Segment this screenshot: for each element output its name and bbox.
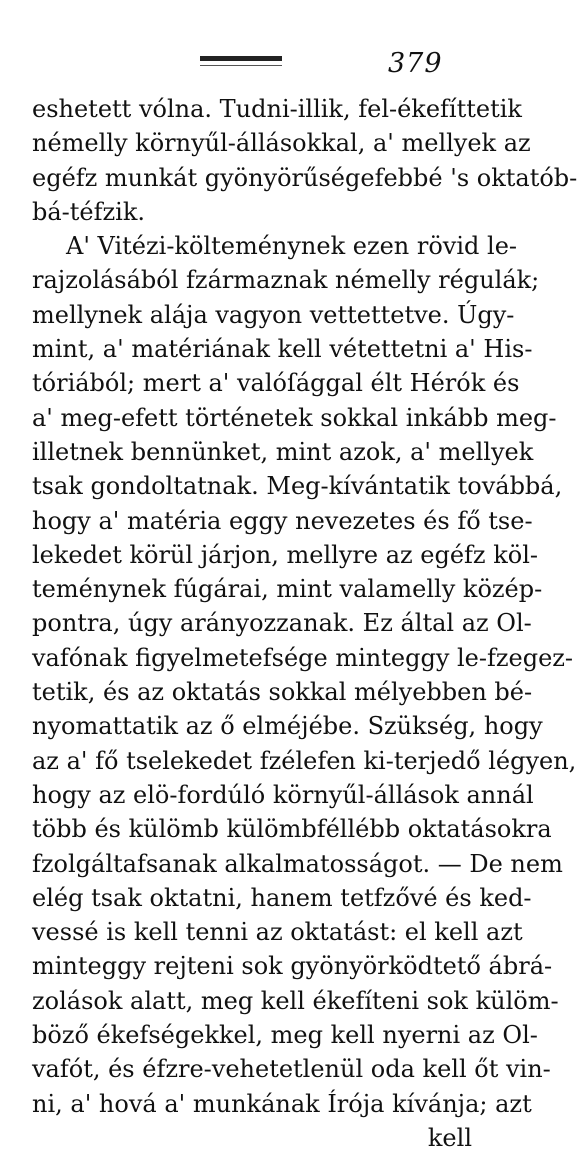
text-line: zolások alatt, meg kell ékefíteni sok külöm- xyxy=(32,986,559,1015)
text-line: ni, a' hová a' munkának Írója kívánja; azt xyxy=(32,1089,532,1118)
text-line: böző ékefségekkel, meg kell nyerni az Ol- xyxy=(32,1021,538,1050)
text-line: mellynek alája vagyon vettettetve. Úgy- xyxy=(32,300,515,329)
text-line: tsak gondoltatnak. Meg-kívántatik továbbá, xyxy=(32,472,563,501)
header-rule xyxy=(200,56,282,61)
text-line: tetik, és az oktatás sokkal mélyebben bé- xyxy=(32,678,533,707)
body-text xyxy=(32,92,577,1155)
text-line: egéfz munkát gyönyörűségefebbé 's oktatób- xyxy=(32,163,577,192)
text-line: mint, a' matériának kell vétettetni a' His- xyxy=(32,335,533,364)
text-line: nyomattatik az ő elméjébe. Szükség, hogy xyxy=(32,712,543,741)
text-line: A' Vitézi-költeménynek ezen rövid le- xyxy=(66,232,518,261)
text-line: több és külömb külömbféllébb oktatásokra xyxy=(32,815,552,844)
page-number: 379 xyxy=(388,48,443,79)
text-line: vafót, és éfzre-vehetetlenül oda kell őt vin- xyxy=(32,1055,551,1084)
text-line: az a' fő tselekedet fzélefen ki-terjedő légyen, xyxy=(32,746,577,775)
text-line: lekedet körül járjon, mellyre az egéfz köl- xyxy=(32,540,538,569)
text-line: illetnek bennünket, mint azok, a' mellyek xyxy=(32,437,534,466)
text-line: vafónak figyelmetefsége minteggy le-fzegez- xyxy=(32,643,574,672)
text-line: hogy az elö-fordúló környűl-állások annál xyxy=(32,780,534,809)
text-line: rajzolásából fzármaznak némelly régulák; xyxy=(32,266,540,295)
text-line: fzolgáltafsanak alkalmatosságot. — De nem xyxy=(32,849,563,878)
text-line: pontra, úgy arányozzanak. Ez által az Ol- xyxy=(32,609,532,638)
text-line: tóriából; mert a' valóſággal élt Hérók és xyxy=(32,369,520,398)
text-line: bá-téfzik. xyxy=(32,197,146,226)
catchword: kell xyxy=(427,1123,472,1152)
text-line: elég tsak oktatni, hanem tetfzővé és ked- xyxy=(32,883,532,912)
text-line: némelly környűl-állásokkal, a' mellyek az xyxy=(32,129,531,158)
text-line: a' meg-efett történetek sokkal inkább meg- xyxy=(32,403,557,432)
text-line: vessé is kell tenni az oktatást: el kell azt xyxy=(32,918,523,947)
text-line: hogy a' matéria eggy nevezetes és fő tse- xyxy=(32,506,533,535)
text-line: eshetett vólna. Tudni-illik, fel-ékefíttetik xyxy=(32,95,522,123)
text-line: minteggy rejteni sok gyönyörködtető ábrá- xyxy=(32,952,553,981)
text-line: teménynek fúgárai, mint valamelly közép- xyxy=(32,575,543,604)
